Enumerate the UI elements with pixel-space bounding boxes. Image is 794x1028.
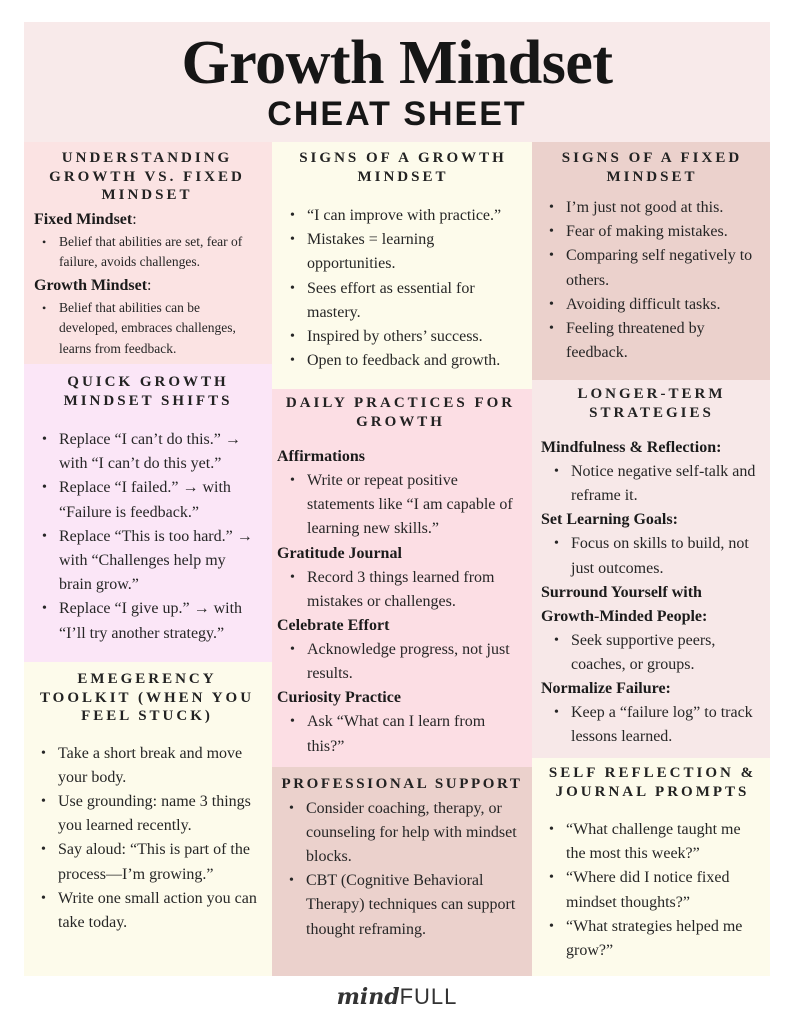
growth-signs-section	[272, 142, 532, 389]
fixed-signs-section	[532, 142, 770, 380]
list-item: • Replace “I give up.” → with “I’ll try another strategy.”	[59, 597, 262, 645]
celebrate-effort-label: Celebrate Effort	[277, 617, 390, 635]
quick-shifts-title: QUICK GROWTH MINDSET SHIFTS	[63, 374, 233, 409]
self-reflection-list	[541, 818, 764, 963]
gratitude-journal-label: Gratitude Journal	[277, 544, 402, 562]
list-item: • Consider coaching, therapy, or counseling for help with mindset blocks.	[306, 797, 526, 870]
list-item: • Replace “This is too hard.” → with “Challenges help my brain grow.”	[59, 525, 262, 598]
list-item: • CBT (Cognitive Behavioral Therapy) techniques can support thought reframing.	[306, 869, 526, 942]
list-item: • Write one small action you can take today.	[58, 887, 262, 935]
growth-mindset-label: Growth Mindset:	[34, 276, 152, 294]
curiosity-practice-label: Curiosity Practice	[277, 689, 401, 707]
list-item: • Take a short break and move your body.	[58, 742, 262, 790]
emergency-toolkit-title: EMEGERENCY TOOLKIT (WHEN YOU FEEL STUCK)	[39, 671, 255, 724]
list-item: • Record 3 things learned from mistakes or challenges.	[307, 566, 524, 614]
list-item: • Feeling threatened by feedback.	[566, 317, 762, 365]
understanding-title: UNDERSTANDING GROWTH VS. FIXED MINDSET	[49, 150, 245, 203]
mindfulness-label: Mindfulness & Reflection:	[541, 439, 722, 456]
list-item: • Sees effort as essential for mastery.	[307, 277, 524, 325]
longer-term-title: LONGER-TERM STRATEGIES	[577, 386, 726, 421]
fixed-signs-title: SIGNS OF A FIXED MINDSET	[561, 150, 743, 185]
self-reflection-title: SELF REFLECTION & JOURNAL PROMPTS	[548, 765, 757, 800]
professional-support-section	[272, 767, 532, 976]
list-item: • Belief that abilities can be developed, embraces challenges, learns from feedback.	[59, 298, 260, 360]
daily-practices-title: DAILY PRACTICES FOR GROWTH	[285, 395, 516, 430]
growth-mindset-list	[34, 298, 260, 360]
emergency-toolkit-list	[32, 742, 262, 936]
list-item: • Open to feedback and growth.	[307, 349, 524, 373]
gratitude-journal-list	[277, 566, 524, 614]
longer-term-section	[532, 380, 770, 758]
daily-practices-section	[272, 389, 532, 767]
list-item: • Fear of making mistakes.	[566, 220, 762, 244]
growth-signs-list	[282, 204, 524, 373]
list-item: • Focus on skills to build, not just outcomes.	[571, 532, 762, 580]
self-reflection-section	[532, 758, 770, 976]
list-item: • Acknowledge progress, not just results.	[307, 638, 524, 686]
celebrate-effort-list	[277, 638, 524, 686]
list-item: • “Where did I notice fixed mindset thoughts?”	[566, 866, 764, 914]
learning-goals-label: Set Learning Goals:	[541, 511, 678, 529]
list-item: • Ask “What can I learn from this?”	[307, 710, 524, 758]
affirmations-list	[277, 469, 524, 542]
quick-shifts-section	[24, 364, 272, 662]
list-item: • “What challenge taught me the most this week?”	[566, 818, 764, 866]
page-subtitle: CHEAT SHEET	[267, 95, 527, 133]
list-item: • “I can improve with practice.”	[307, 204, 524, 228]
footer	[0, 984, 794, 1010]
list-item: • Notice negative self-talk and reframe it.	[571, 460, 762, 508]
emergency-toolkit-section	[24, 662, 272, 976]
list-item: • Avoiding difficult tasks.	[566, 293, 762, 317]
fixed-mindset-list	[34, 232, 260, 273]
list-item: • Replace “I failed.” → with “Failure is feedback.”	[59, 476, 262, 524]
list-item: • Say aloud: “This is part of the process—I’m growing.”	[58, 838, 262, 886]
professional-support-title: PROFESSIONAL SUPPORT	[281, 776, 523, 792]
list-item: • Comparing self negatively to others.	[566, 244, 762, 292]
fixed-signs-list	[542, 196, 762, 365]
affirmations-label: Affirmations	[277, 448, 365, 465]
list-item: • Belief that abilities are set, fear of failure, avoids challenges.	[59, 232, 260, 273]
surround-yourself-label: Surround Yourself with Growth-Minded People:	[541, 583, 708, 625]
list-item: • Keep a “failure log” to track lessons learned.	[571, 701, 762, 749]
header	[24, 22, 770, 142]
list-item: • I’m just not good at this.	[566, 196, 762, 220]
learning-goals-list	[541, 532, 762, 580]
list-item: • Use grounding: name 3 things you learned recently.	[58, 790, 262, 838]
list-item: • Seek supportive peers, coaches, or groups.	[571, 629, 762, 677]
page-title: Growth Mindset	[181, 29, 613, 97]
normalize-failure-label: Normalize Failure:	[541, 680, 671, 698]
understanding-section	[24, 142, 272, 364]
curiosity-practice-list	[277, 710, 524, 758]
list-item: • Inspired by others’ success.	[307, 325, 524, 349]
mindfull-logo: mindFULL	[336, 984, 458, 1010]
list-item: • Mistakes = learning opportunities.	[307, 228, 524, 276]
list-item: • “What strategies helped me grow?”	[566, 915, 764, 963]
mindfulness-list	[541, 460, 762, 508]
list-item: • Replace “I can’t do this.” → with “I can’t do this yet.”	[59, 428, 262, 476]
quick-shifts-list	[34, 428, 262, 646]
professional-support-list	[278, 797, 526, 942]
fixed-mindset-label: Fixed Mindset:	[34, 210, 137, 228]
growth-signs-title: SIGNS OF A GROWTH MINDSET	[299, 150, 507, 185]
normalize-failure-list	[541, 701, 762, 749]
list-item: • Write or repeat positive statements like “I am capable of learning new skills.”	[307, 469, 524, 542]
surround-yourself-list	[541, 629, 762, 677]
